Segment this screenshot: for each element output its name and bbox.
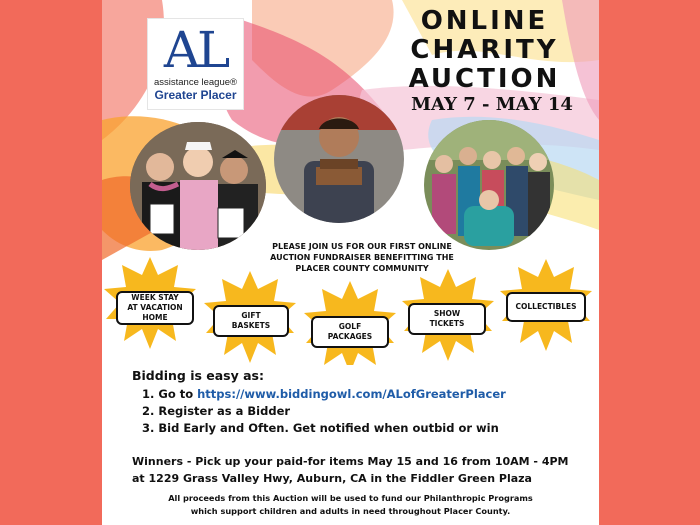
item-gift-baskets xyxy=(213,305,289,337)
bidding-step-1-text: 1. Go to xyxy=(142,387,198,401)
item-show-tickets-line-1: SHOW xyxy=(433,309,461,318)
item-golf-packages-line-1: GOLF xyxy=(338,322,362,331)
item-show-tickets xyxy=(408,303,486,335)
photo-graduates xyxy=(130,122,266,250)
photo-volunteers xyxy=(424,120,554,250)
auction-dates: MAY 7 - MAY 14 xyxy=(411,94,573,115)
item-golf-packages-line-2: PACKAGES xyxy=(327,332,373,341)
invitation-line-2: AUCTION FUNDRAISER BENEFITTING THE xyxy=(270,253,454,262)
bidding-step-3: 3. Bid Early and Often. Get notified when outbid or win xyxy=(142,421,499,435)
bidding-owl-link[interactable]: https://www.biddingowl.com/ALofGreaterPlacer xyxy=(197,387,506,401)
proceeds-line-2: which support children and adults in need throughout Placer County. xyxy=(190,506,511,516)
assistance-league-logo xyxy=(147,18,244,110)
item-gift-baskets-line-2: BASKETS xyxy=(231,321,271,330)
proceeds-line-1: All proceeds from this Auction will be used to fund our Philanthropic Programs xyxy=(168,493,533,503)
flyer-poster xyxy=(102,0,599,525)
bidding-heading: Bidding is easy as: xyxy=(132,368,264,383)
item-golf-packages xyxy=(311,316,389,348)
logo-chapter-name: Greater Placer xyxy=(154,88,237,102)
item-vacation-home-line-3: HOME xyxy=(142,313,168,322)
invitation-line-1: PLEASE JOIN US FOR OUR FIRST ONLINE xyxy=(272,242,452,251)
item-vacation-home-line-1: WEEK STAY xyxy=(131,293,179,302)
winners-line-2: at 1229 Grass Valley Hwy, Auburn, CA in the Fiddler Green Plaza xyxy=(132,472,532,485)
item-vacation-home xyxy=(116,291,194,325)
title-line-charity: CHARITY xyxy=(410,35,559,65)
title-line-auction: AUCTION xyxy=(408,64,561,94)
winners-line-1: Winners - Pick up your paid-for items May 15 and 16 from 10AM - 4PM xyxy=(132,455,569,468)
item-show-tickets-line-2: TICKETS xyxy=(429,319,465,328)
item-collectibles xyxy=(506,292,586,322)
item-collectibles-line-1: COLLECTIBLES xyxy=(515,302,577,311)
title-line-online: ONLINE xyxy=(420,6,549,36)
logo-mark: AL xyxy=(163,21,228,79)
item-vacation-home-line-2: AT VACATION xyxy=(127,303,183,312)
logo-org-name: assistance league® xyxy=(153,77,238,88)
bidding-step-1 xyxy=(142,387,506,401)
invitation-line-3: PLACER COUNTY COMMUNITY xyxy=(295,264,429,273)
photo-boy-with-box xyxy=(274,95,404,223)
item-gift-baskets-line-1: GIFT xyxy=(241,311,261,320)
bidding-step-2: 2. Register as a Bidder xyxy=(142,404,291,418)
